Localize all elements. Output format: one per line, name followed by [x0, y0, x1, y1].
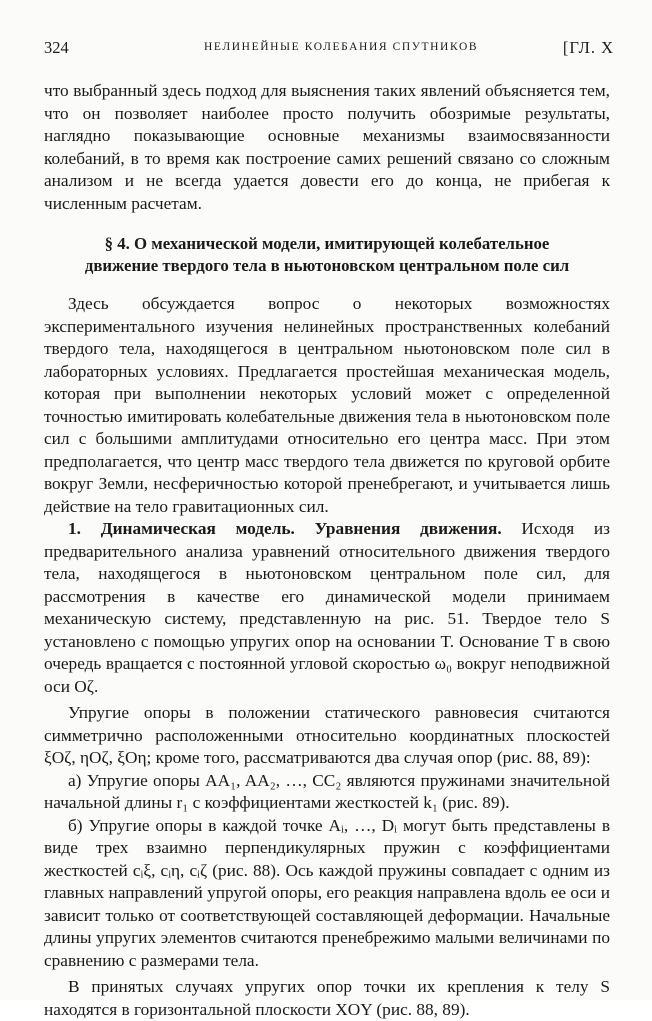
paragraph-case-b: б) Упругие опоры в каждой точке Aᵢ, …, Dᵢ могут быть представлены в виде трех взаимно перпендикулярных пружин с коэффициентами жесткостей cᵢξ, cᵢη, cᵢζ (рис. 88). Ось каждой пружины совпадает с одним из главных направлений упругой опоры, его реакция направлена вдоль ее оси и зависит только от соответствующей составляющей деформации. Начальные длины упругих элементов считаются пренебрежимо малыми величинами по сравнению с размерами тела. [44, 815, 610, 970]
subsection-title: 1. Динамическая модель. Уравнения движения. [68, 519, 502, 538]
chapter-label: [ГЛ. X [562, 38, 614, 57]
paragraph-elastic-supports: Упругие опоры в положении статического равновесия считаются симметрично расположенными относительно координатных плоскостей ξOζ, ηOζ, ξOη; кроме того, рассматриваются два случая опор (рис. 88, 89): [44, 703, 610, 767]
page-header [44, 38, 614, 64]
running-title: НЕЛИНЕЙНЫЕ КОЛЕБАНИЯ СПУТНИКОВ [204, 41, 479, 53]
paragraph-attachment-points: В принятых случаях упругих опор точки их крепления к телу S находятся в горизонтальной плоскости XOY (рис. 88, 89). [44, 977, 610, 1019]
paragraph-dynamic-model-text: Исходя из предварительного анализа уравнений относительного движения твердого тела, находящегося в ньютоновском центральном поле сил, для рассмотрения в качестве его динамической модели принимаем механическую систему, представленную на рис. 51. Твердое тело S установлено с помощью упругих опор на основании T. Основание T в свою очередь вращается с постоянной угловой скоростью ω₀ вокруг неподвижной оси Oζ. [44, 519, 610, 696]
section-heading [44, 233, 610, 277]
page-number: 324 [44, 38, 69, 57]
page-body [44, 80, 610, 1021]
section-heading-line-1: § 4. О механической модели, имитирующей колебательное [104, 234, 550, 253]
paragraph-overview: Здесь обсуждается вопрос о некоторых возможностях экспериментального изучения нелинейных пространственных колебаний твердого тела, находящегося в центральном ньютоновском поле сил в лабораторных условиях. Предлагается простейшая механическая модель, которая при выполнении некоторых условий может с определенной точностью имитировать колебательные движения тела в ньютоновском поле сил с большими амплитудами относительно его центра масс. При этом предполагается, что центр масс твердого тела движется по круговой орбите вокруг Земли, несферичностью которой пренебрегают, и учитывается лишь действие на тело гравитационных сил. [44, 294, 610, 516]
section-heading-line-2: движение твердого тела в ньютоновском центральном поле сил [84, 256, 570, 275]
paragraph-dynamic-model [44, 518, 610, 698]
paragraph-intro-continuation: что выбранный здесь подход для выяснения таких явлений объясняется тем, что он позволяет наиболее просто получить обозримые результаты, наглядно показывающие основные механизмы взаимосвязанности колебаний, в то время как построение самих решений связано со сложным анализом и не всегда удается довести его до конца, не прибегая к численным расчетам. [44, 81, 610, 213]
paragraph-case-a: а) Упругие опоры AA₁, AA₂, …, CC₂ являются пружинами значительной начальной длины r₁ с коэффициентами жесткостей k₁ (рис. 89). [44, 770, 610, 812]
